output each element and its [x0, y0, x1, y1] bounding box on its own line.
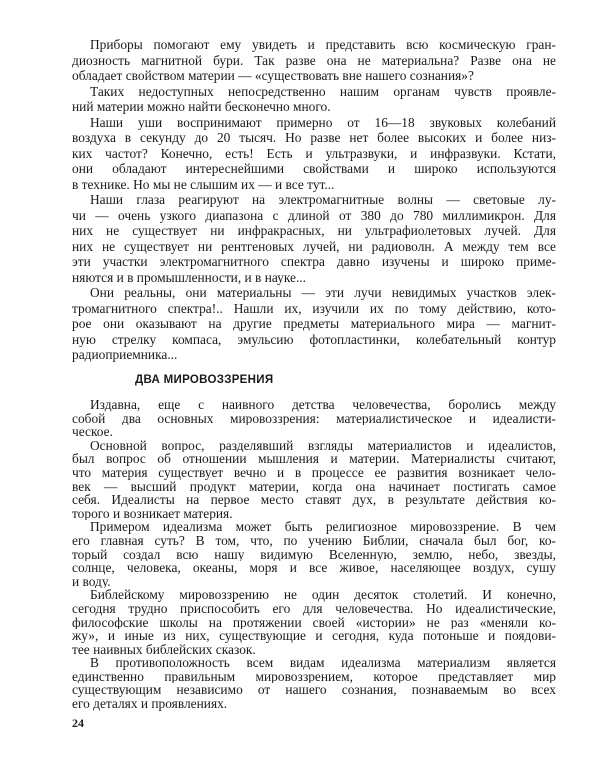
text-line: ких частот? Конечно, есть! Есть и ультразвуки, и инфразвуки. Кстати, — [72, 145, 556, 161]
paragraph — [72, 398, 556, 439]
paragraph — [72, 285, 556, 363]
text-line: торого и возникает материя. — [72, 506, 233, 521]
text-line: солнце, человека, океаны, моря и все живое, населяющее воздух, сушу — [72, 561, 556, 575]
text-line: торый создал всю нашу видимую Вселенную, землю, небо, звезды, — [72, 547, 556, 562]
text-line: они обладают интереснейшими свойствами и широко используются — [72, 161, 556, 176]
text-line: них не существует ни рентгеновых лучей, ни радиоволн. А между тем все — [72, 238, 556, 254]
text-line: себя. Идеалисты на первое место ставят дух, в результате действия ко- — [72, 493, 556, 507]
paragraph — [72, 656, 556, 710]
text-line: В противоположность всем видам идеализма материализм является — [90, 656, 556, 670]
text-line: рое они оказывают на другие предметы материального мира — магнит- — [72, 316, 556, 331]
text-line: его деталях и проявлениях. — [72, 697, 228, 711]
text-line: философские школы на протяжении своей «истории» не раз «меняли ко- — [72, 615, 556, 630]
page-number: 24 — [72, 716, 84, 730]
paragraph — [72, 115, 556, 193]
text-line: сегодня трудно приспособить его для человечества. Но идеалистические, — [72, 601, 556, 616]
section-body-two-worldviews — [72, 398, 556, 711]
paragraph — [72, 439, 556, 521]
text-line: них не существует ни инфракрасных, ни ультрафиолетовых лучей. Для — [72, 223, 556, 238]
text-line: ческое. — [72, 425, 113, 439]
section-heading: ДВА МИРОВОЗЗРЕНИЯ — [135, 374, 274, 386]
text-line: жу», и иные из них, существующие и сегодня, куда потоньше и поядови- — [72, 629, 556, 643]
text-line: был вопрос об отношении мышления и материи. Материалисты считают, — [72, 452, 556, 466]
text-line: что материя существует вечно и в процессе ее развития возникает чело- — [72, 465, 556, 480]
text-line: Основной вопрос, разделявший взгляды материалистов и идеалистов, — [90, 438, 556, 453]
text-line: тее наивных библейских сказок. — [72, 642, 256, 657]
section-body-instruments — [72, 37, 556, 363]
text-line: в технике. Но мы не слышим их — и все тут... — [72, 176, 335, 192]
text-line: тромагнитного спектра!.. Нашли их, изучили их по тому действию, кото- — [72, 300, 556, 316]
text-line: чи — очень узкого диапазона с длиной от 380 до 780 миллимикрон. Для — [72, 207, 556, 223]
text-line: его главная суть? В том, что, по учению Библии, сначала был бог, ко- — [72, 533, 556, 548]
text-line: ний материи можно найти бесконечно много. — [72, 99, 331, 114]
text-line: воздуха в секунду до 20 тысяч. Но разве нет более высоких и более низ- — [72, 130, 556, 145]
text-line: Таких недоступных непосредственно нашим органам чувств проявле- — [90, 83, 556, 99]
text-line: Они реальны, они материальны — эти лучи невидимых участков элек- — [90, 285, 556, 300]
text-line: Наши уши воспринимают примерно от 16—18 звуковых колебаний — [90, 114, 556, 130]
text-line: Наши глаза реагируют на электромагнитные волны — световые лу- — [90, 192, 556, 207]
text-line: существующим независимо от нашего сознания, познаваемым во всех — [72, 683, 556, 698]
paragraph — [72, 84, 556, 115]
text-line: радиоприемника... — [72, 347, 178, 362]
text-line: собой два основных мировоззрения: материалистическое и идеалисти- — [72, 411, 556, 426]
text-line: единственно правильным мировоззрением, которое представляет мир — [72, 669, 556, 684]
text-line: диозность магнитной бури. Так разве она не материальна? Разве она не — [72, 52, 556, 68]
text-line: Приборы помогают ему увидеть и представить всю космическую гран- — [90, 37, 556, 52]
text-line: няются и в промышленности, и в науке... — [72, 269, 306, 285]
text-line: ную стрелку компаса, эмульсию фотопластинки, колебательный контур — [72, 331, 556, 347]
text-line: Издавна, еще с наивного детства человечества, боролись между — [90, 398, 556, 412]
paragraph — [72, 588, 556, 656]
text-line: Библейскому мировоззрению не один десяток столетий. И конечно, — [90, 588, 556, 602]
text-line: обладает свойством материи — «существовать вне нашего сознания»? — [72, 68, 474, 83]
text-line: и воду. — [72, 574, 111, 589]
paragraph — [72, 520, 556, 588]
text-line: эти участки электромагнитного спектра давно изучены и широко приме- — [72, 254, 556, 269]
text-line: Примером идеализма может быть религиозное мировоззрение. В чем — [90, 520, 556, 534]
text-line: век — высший продукт материи, когда она начинает постигать самое — [72, 479, 556, 494]
paragraph — [72, 192, 556, 285]
paragraph — [72, 37, 556, 84]
